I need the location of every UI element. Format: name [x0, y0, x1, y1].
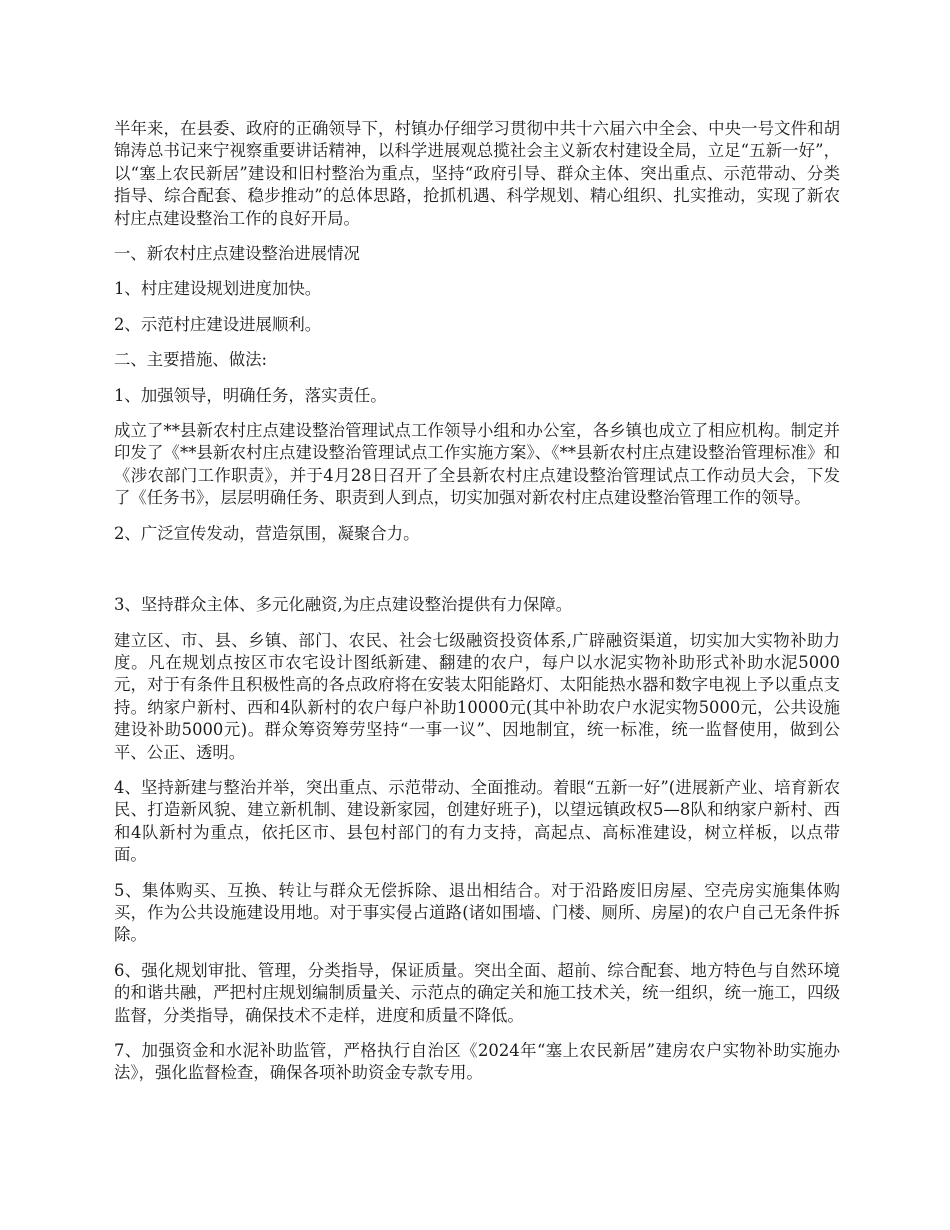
measure-paragraph-6: 6、强化规划审批、管理，分类指导，保证质量。突出全面、超前、综合配套、地方特色与自然环境的和谐共融，严把村庄规划编制质量关、示范点的确定关和施工技术关，统一组织，统一施工，四级监督，分类指导，确保技术不走样，进度和质量不降低。 [114, 960, 840, 1025]
section-heading-progress: 一、新农村庄点建设整治进展情况 [114, 244, 360, 264]
progress-item-1: 1、村庄建设规划进度加快。 [114, 279, 322, 299]
measure-paragraph-5: 5、集体购买、互换、转让与群众无偿拆除、退出相结合。对于沿路废旧房屋、空壳房实施集体购买，作为公共设施建设用地。对于事实侵占道路(诸如围墙、门楼、厕所、房屋)的农户自己无条件拆除。 [114, 880, 840, 945]
measure-paragraph-4: 4、坚持新建与整治并举，突出重点、示范带动、全面推动。着眼“五新一好”(进展新产业、培育新农民、打造新风貌、建立新机制、建设新家园，创建好班子)，以望远镇政权5—8队和纳家户新村、西和4队新村为重点，依托区市、县包村部门的有力支持，高起点、高标准建设，树立样板，以点带面。 [114, 777, 840, 865]
section-heading-measures: 二、主要措施、做法: [114, 350, 268, 370]
measure-paragraph-7: 7、加强资金和水泥补助监管，严格执行自治区《2024年“塞上农民新居”建房农户实物补助实施办法》，强化监督检查，确保各项补助资金专款专用。 [114, 1041, 840, 1083]
progress-item-2: 2、示范村庄建设进展顺利。 [114, 314, 322, 334]
document-body [114, 118, 840, 1098]
measure-heading-3: 3、坚持群众主体、多元化融资,为庄点建设整治提供有力保障。 [114, 595, 573, 615]
intro-paragraph: 半年来，在县委、政府的正确领导下，村镇办仔细学习贯彻中共十六届六中全会、中央一号文件和胡锦涛总书记来宁视察重要讲话精神，以科学进展观总揽社会主义新农村建设全局，立足“五新一好”，以“塞上农民新居”建设和旧村整治为重点，坚持“政府引导、群众主体、突出重点、示范带动、分类指导、综合配套、稳步推动”的总体思路，抢抓机遇、科学规划、精心组织、扎实推动，实现了新农村庄点建设整治工作的良好开局。 [114, 119, 840, 228]
measure-body-1: 成立了**县新农村庄点建设整治管理试点工作领导小组和办公室，各乡镇也成立了相应机构。制定并印发了《**县新农村庄点建设整治管理试点工作实施方案》、《**县新农村庄点建设整治管理标准》和《涉农部门工作职责》，并于4月28日召开了全县新农村庄点建设整治管理试点工作动员大会，下发了《任务书》，层层明确任务、职责到人到点，切实加强对新农村庄点建设整治管理工作的领导。 [114, 421, 840, 508]
measure-heading-2: 2、广泛宣传发动，营造氛围，凝聚合力。 [114, 523, 420, 543]
measure-heading-1: 1、加强领导，明确任务，落实责任。 [114, 385, 387, 405]
measure-body-3: 建立区、市、县、乡镇、部门、农民、社会七级融资投资体系,广辟融资渠道，切实加大实物补助力度。凡在规划点按区市农宅设计图纸新建、翻建的农户，每户以水泥实物补助形式补助水泥5000元，对于有条件且积极性高的各点政府将在安装太阳能路灯、太阳能热水器和数字电视上予以重点支持。纳家户新村、西和4队新村的农户每户补助10000元(其中补助农户水泥实物5000元，公共设施建设补助5000元)。群众筹资筹劳坚持“一事一议”、因地制宜，统一标准，统一监督使用，做到公平、公正、透明。 [114, 630, 840, 762]
